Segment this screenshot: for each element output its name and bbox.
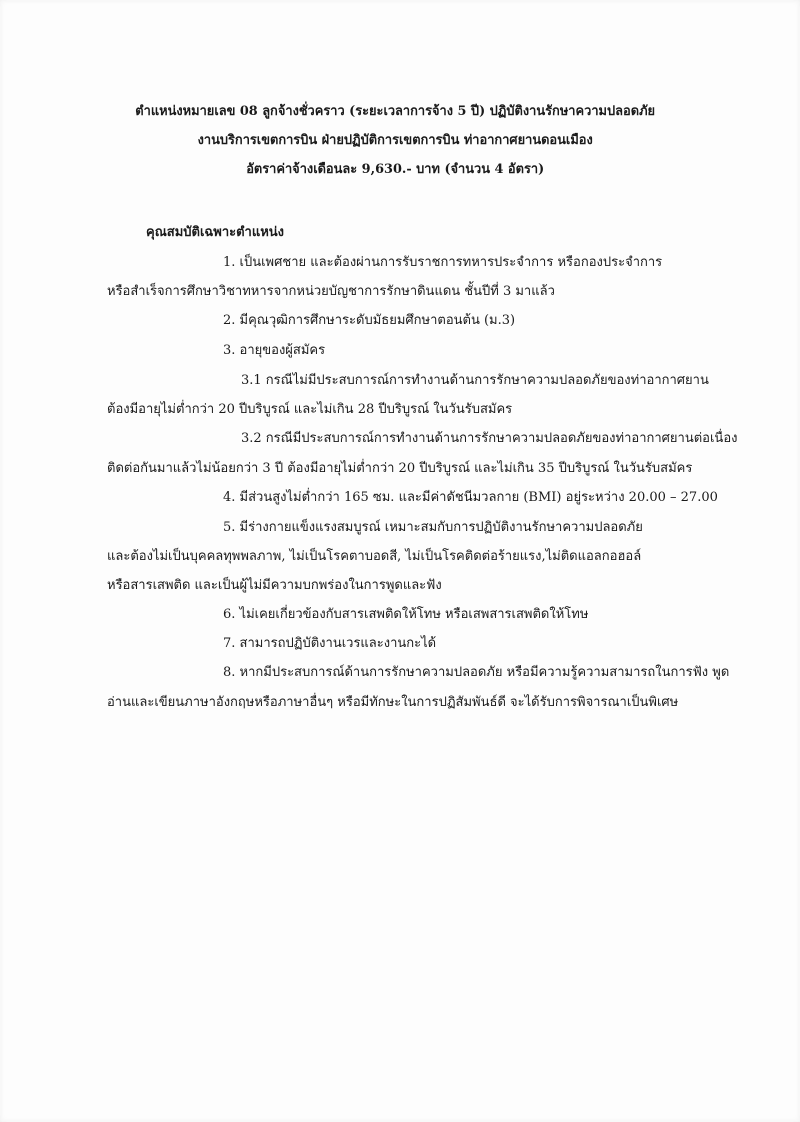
item-8-line-2: อ่านและเขียนภาษาอังกฤษหรือภาษาอื่นๆ หรือมีทักษะในการปฏิสัมพันธ์ดี จะได้รับการพิจารณาเป็นพิเศษ <box>107 695 679 710</box>
item-5-line-3: หรือสารเสพติด และเป็นผู้ไม่มีความบกพร่องในการพูดและฟัง <box>107 578 442 593</box>
salary-rate: อัตราค่าจ้างเดือนละ 9,630.- บาท (จำนวน 4 อัตรา) <box>246 162 545 177</box>
item-3-1-line-2: ต้องมีอายุไม่ต่ำกว่า 20 ปีบริบูรณ์ และไม่เกิน 28 ปีบริบูรณ์ ในวันรับสมัคร <box>107 402 513 417</box>
item-5-line-2: และต้องไม่เป็นบุคคลทุพพลภาพ, ไม่เป็นโรคตาบอดสี, ไม่เป็นโรคติดต่อร้ายแรง,ไม่ติดแอลกอฮอล์ <box>107 549 642 564</box>
qualifications-heading: คุณสมบัติเฉพาะตำแหน่ง <box>146 225 285 240</box>
item-3-1-line-1: 3.1 กรณีไม่มีประสบการณ์การทำงานด้านการรักษาความปลอดภัยของท่าอากาศยาน <box>241 373 709 388</box>
item-3-2-line-1: 3.2 กรณีมีประสบการณ์การทำงานด้านการรักษาความปลอดภัยของท่าอากาศยานต่อเนื่อง <box>241 431 738 446</box>
item-1-line-1: 1. เป็นเพศชาย และต้องผ่านการรับราชการทหารประจำการ หรือกองประจำการ <box>223 255 663 270</box>
item-2: 2. มีคุณวุฒิการศึกษาระดับมัธยมศึกษาตอนต้น (ม.3) <box>223 313 516 328</box>
item-4: 4. มีส่วนสูงไม่ต่ำกว่า 165 ซม. และมีค่าดัชนีมวลกาย (BMI) อยู่ระหว่าง 20.00 – 27.00 <box>223 490 718 505</box>
item-3: 3. อายุของผู้สมัคร <box>223 343 326 358</box>
position-title: ตำแหน่งหมายเลข 08 ลูกจ้างชั่วคราว (ระยะเวลาการจ้าง 5 ปี) ปฏิบัติงานรักษาความปลอดภัย <box>135 104 656 119</box>
item-3-2-line-2: ติดต่อกันมาแล้วไม่น้อยกว่า 3 ปี ต้องมีอายุไม่ต่ำกว่า 20 ปีบริบูรณ์ และไม่เกิน 35 ปีบริบูรณ์ ในวันรับสมัคร <box>107 461 693 476</box>
item-6: 6. ไม่เคยเกี่ยวข้องกับสารเสพติดให้โทษ หรือเสพสารเสพติดให้โทษ <box>223 607 589 622</box>
department-title: งานบริการเขตการบิน ฝ่ายปฏิบัติการเขตการบิน ท่าอากาศยานดอนเมือง <box>197 133 593 148</box>
item-8-line-1: 8. หากมีประสบการณ์ด้านการรักษาความปลอดภัย หรือมีความรู้ความสามารถในการฟัง พูด <box>223 665 730 680</box>
item-1-line-2: หรือสำเร็จการศึกษาวิชาทหารจากหน่วยบัญชาการรักษาดินแดน ชั้นปีที่ 3 มาแล้ว <box>107 284 555 299</box>
item-7: 7. สามารถปฏิบัติงานเวรและงานกะได้ <box>223 636 437 651</box>
item-5-line-1: 5. มีร่างกายแข็งแรงสมบูรณ์ เหมาะสมกับการปฏิบัติงานรักษาความปลอดภัย <box>223 520 643 535</box>
